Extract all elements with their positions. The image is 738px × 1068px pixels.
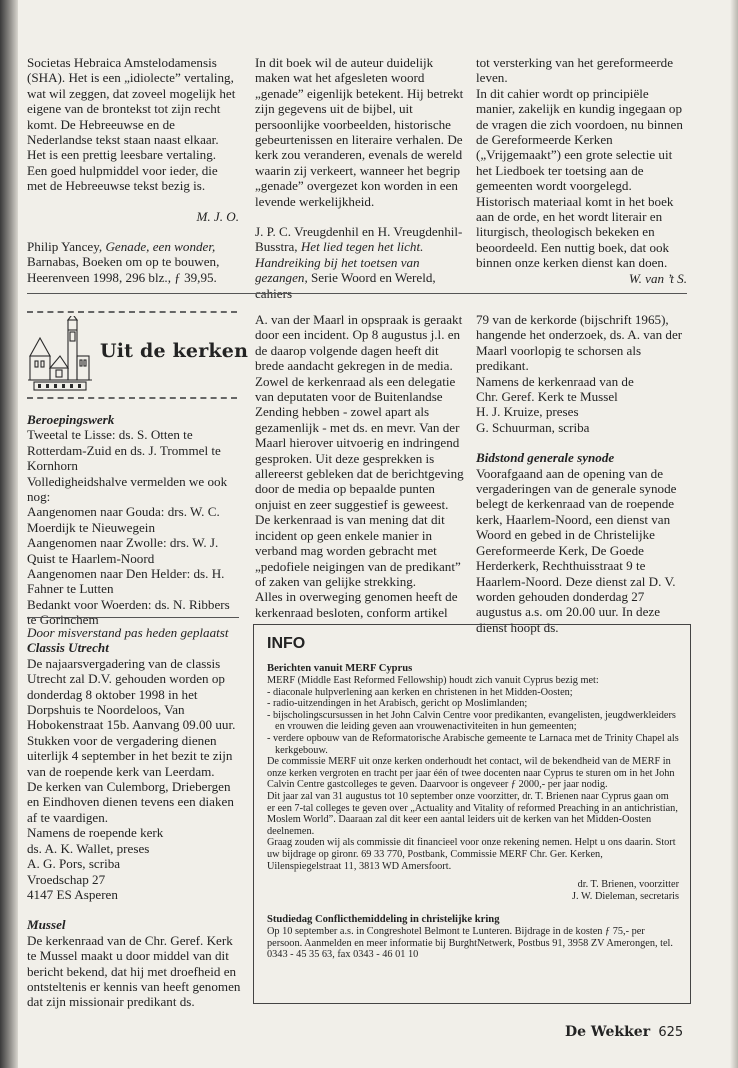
book-author: Philip Yancey, [27, 239, 106, 255]
news-line: 79 van de kerkorde (bijschrift 1965), hangende het onderzoek, ds. A. van der Maarl voorlopig te schorsen als predikant. [476, 312, 683, 374]
page-number: 625 [658, 1025, 684, 1040]
placement-note: Door misverstand pas heden geplaatst [27, 625, 229, 640]
news-heading-bidstond: Bidstond generale synode [476, 450, 615, 466]
info-signature: dr. T. Brienen, voorzitter [577, 879, 679, 891]
header-dash-top [27, 311, 237, 313]
news-line: H. J. Kruize, preses [476, 404, 579, 420]
news-line: Aangenomen naar Den Helder: ds. H. Fahner te Lutten [27, 566, 225, 597]
info-bullet: - radio-uitzendingen in het Arabisch, gericht op Moslimlanden; [267, 698, 528, 710]
news-line: A. G. Pors, scriba [27, 856, 121, 872]
info-bullet: - verdere opbouw van de Reformatorische Arabische gemeente te Larnaca met de Trinity Chapel als kerkgebouw. [267, 732, 679, 756]
news-divider [27, 617, 239, 618]
news-column-left [27, 412, 241, 628]
review-column-2 [255, 55, 464, 301]
review-signature: W. van ’t S. [628, 270, 687, 286]
info-title: INFO [267, 635, 306, 652]
news-line: Namens de kerkenraad van de [476, 373, 634, 389]
news-line: Voorafgaand aan de opening van de vergaderingen van de generale synode belegt de kerkenraad van de roepende kerk, Haarlem-Noord, een dienst van Woord en gebed in de Christelijke Gereformeerde Kerk, De Goede Herderkerk, Rechthuisstraat 9 te Haarlem-Noord. Deze dienst zal D. V. worden gehouden donderdag 27 augustus a.s. om 20.00 uur. In deze dienst hoopt ds. [476, 465, 677, 635]
info-bullet: - bijscholingscursussen in het John Calvin Centre voor predikanten, evangelisten, jeugdwerkleiders en vrouwen die leiding geven aan vrouwenactiviteiten in hun gemeenten; [267, 709, 676, 733]
info-text: MERF (Middle East Reformed Fellowship) houdt zich vanuit Cyprus bezig met: [267, 675, 599, 686]
news-line: De kerkenraad is van mening dat dit incident op geen enkele manier in verband mag worden gebracht met „pedofiele neigingen van de predikant” of zaken van gelijke strekking. [255, 512, 461, 589]
news-line: Aangenomen naar Zwolle: drs. W. J. Quist te Haarlem-Noord [27, 535, 219, 566]
magazine-name: De Wekker [565, 1024, 651, 1040]
news-column-right [476, 312, 688, 635]
church-building-icon [28, 316, 92, 392]
page-edge [730, 0, 738, 1068]
news-line: Zowel de kerkenraad als een delegatie van deputaten voor de Buitenlandse Zending hebben - zowel apart als gezamenlijk - met ds. en mevr. Van der Maarl hierover uitvoerig en indringend gesproken. Uit deze gesprekken is allereerst gebleken dat de berichtgeving door de media op bepaalde punten onjuist en zeer suggestief is geweest. [255, 373, 464, 512]
review-paragraph: tot versterking van het gereformeerde leven. [476, 55, 674, 86]
info-text: De commissie MERF uit onze kerken onderhoudt het contact, wil de bekendheid van de MERF in onze kerken vergroten en tracht per jaar één of twee docenten naar Cyprus te sturen om in het John Calvin Centre gastcolleges te geven. Daarvoor is ongeveer ƒ 2000,- per jaar nodig. [267, 756, 675, 791]
news-line: 4147 ES Asperen [27, 886, 118, 902]
news-line: A. van der Maarl in opspraak is geraakt door een incident. Op 8 augustus j.l. en de daarop volgende dagen heeft dit brede aandacht gekregen in de media. [255, 312, 463, 374]
book-title: Het lied tegen het licht. Handreiking bij het toetsen van gezangen, [255, 239, 424, 286]
review-paragraph: Societas Hebraica Amstelodamensis (SHA). Het is een „idiolecte” vertaling, wat wil zeggen, dat zoveel mogelijk het eigene van de brontekst tot zijn recht komt. De Hebreeuwse en de Nederlandse tekst staan naast elkaar. Het is een prettig leesbare vertaling. Een goed hulpmiddel voor ieder, die met de Hebreeuwse tekst bezig is. [27, 55, 236, 194]
news-line: Bedankt voor Woerden: ds. N. Ribbers te Gorinchem [27, 596, 230, 628]
book-details: Serie Woord en Wereld, cahiers [255, 270, 436, 301]
review-column-3 [476, 55, 687, 286]
header-dash-bottom [27, 397, 237, 399]
news-line: De kerken van Culemborg, Driebergen en Eindhoven dienen tevens een diaken af te vaardigen. [27, 779, 234, 825]
news-line: Alles in overweging genomen heeft de kerkenraad besloten, conform artikel [255, 589, 458, 620]
info-heading-studiedag: Studiedag Conflicthemiddeling in christelijke kring [267, 914, 500, 926]
review-column-1 [27, 55, 239, 285]
book-author: J. P. C. Vreugdenhil en H. Vreugdenhil-Busstra, [255, 224, 463, 255]
news-line: Tweetal te Lisse: ds. S. Otten te Rotterdam-Zuid en ds. J. Trommel te Kornhorn [27, 427, 221, 474]
news-heading-classis: Classis Utrecht [27, 640, 109, 656]
news-line: Namens de roepende kerk [27, 825, 164, 841]
info-text: Graag zouden wij als commissie dit financieel voor onze rekening nemen. Helpt u ons daarin. Stort uw bijdrage op gironr. 69 33 770, Postbank, Commissie MERF Chr. Ger. Kerken, Uilenspiegelstraat 11, 3813 WD Amersfoort. [267, 837, 676, 872]
book-citation [27, 239, 239, 285]
book-title: Genade, een wonder, [105, 239, 216, 255]
info-text: Dit jaar zal van 31 augustus tot 10 september onze voorzitter, dr. T. Brienen naar Cyprus gaan om er een 7-tal colleges te geven over „Actuality and Vitality of reformed Preaching in an antichristian, Moslem World”. Daaraan zal dit keer een aantal leiders uit de kerken van het Midden-Oosten deelnemen. [267, 790, 678, 837]
info-signature: J. W. Dieleman, secretaris [572, 890, 679, 902]
section-title: Uit de kerken [100, 340, 249, 362]
review-paragraph: In dit boek wil de auteur duidelijk maken wat het afgesleten woord „genade” eigenlijk betekent. Hij betrekt zijn gegevens uit de bijbel, uit persoonlijke voorbeelden, historische gebeurtenissen en literaire verhalen. De kerk zou veranderen, evenals de wereld waarin zij verkeert, wanneer het begrip „genade” overgezet kon worden in een levende werkelijkheid. [255, 55, 464, 209]
news-line: Chr. Geref. Kerk te Mussel [476, 389, 618, 405]
page-footer [565, 1024, 683, 1040]
news-line: De kerkenraad van de Chr. Geref. Kerk te Mussel maakt u door middel van dit bericht bekend, dat hij met droefheid en ontsteltenis er kennis van heeft genomen dat zijn missionair predikant ds. [27, 932, 241, 1010]
news-line: Vroedschap 27 [27, 871, 106, 887]
news-line: Volledigheidshalve vermelden we ook nog: [27, 473, 228, 505]
news-column-left-classis [27, 625, 241, 1010]
section-divider [27, 293, 687, 294]
review-signature: M. J. O. [196, 208, 239, 224]
page-binding-shadow [0, 0, 18, 1068]
news-line: G. Schuurman, scriba [476, 419, 590, 435]
news-line: ds. A. K. Wallet, preses [27, 840, 150, 856]
review-paragraph: In dit cahier wordt op principiële manier, zakelijk en kundig ingegaan op de vragen die zich voordoen, nu binnen de Gereformeerde Kerken („Vrijgemaakt”) een grote selectie uit het Liedboek ter toetsing aan de gemeenten wordt voorgelegd. Historisch materiaal komt in het boek aan de orde, en het wordt literair en liturgisch, theologisch bekeken en beoordeeld. Een nuttig boek, dat ook binnen onze kerken dienst kan doen. [476, 85, 683, 271]
news-line: Aangenomen naar Gouda: drs. W. C. Moerdijk te Nieuwegein [27, 504, 220, 535]
book-details: Barnabas, Boeken om op te bouwen, Heerenveen 1998, 296 blz., ƒ 39,95. [27, 254, 220, 285]
news-heading-beroepingswerk: Beroepingswerk [27, 412, 115, 427]
news-heading-mussel: Mussel [27, 917, 66, 933]
news-line: De najaarsvergadering van de classis Utrecht zal D.V. gehouden worden op donderdag 8 oktober 1998 in het Dorpshuis te Noordeloos, Van Hobokenstraat 15b. Aanvang 09.00 uur. Stukken voor de vergadering dienen uiterlijk 4 september in het bezit te zijn van de roepende kerk van Leerdam. [27, 655, 236, 779]
info-text: Op 10 september a.s. in Congreshotel Belmont te Lunteren. Bijdrage in de kosten ƒ 75,- per persoon. Aanmelden en meer informatie bij BurghtNetwerk, Postbus 91, 3958 ZV Amerongen, tel. 0343 - 45 35 63, fax 0343 - 46 01 10 [267, 926, 673, 961]
book-citation [255, 224, 464, 301]
info-bullet: - diaconale hulpverlening aan kerken en christenen in het Midden-Oosten; [267, 686, 573, 698]
info-box [253, 624, 691, 1004]
info-heading-merf: Berichten vanuit MERF Cyprus [267, 663, 413, 674]
news-column-middle [255, 312, 467, 620]
